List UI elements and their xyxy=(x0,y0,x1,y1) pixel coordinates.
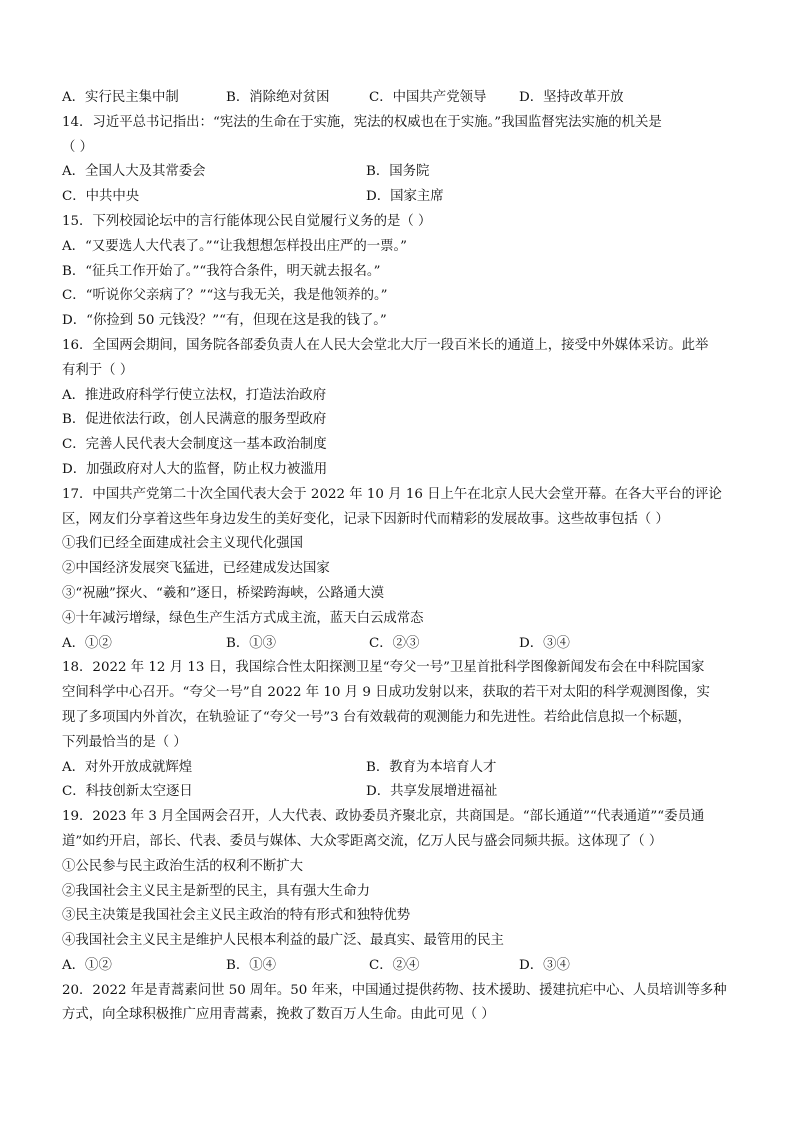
q19-options xyxy=(62,954,724,979)
q19-option-b: B．①④ xyxy=(226,957,277,973)
q19-statement-4: ④我国社会主义民主是维护人民根本利益的最广泛、最真实、最管用的民主 xyxy=(62,933,504,949)
q18-options-row1 xyxy=(62,756,724,781)
q19-statement-1: ①公民参与民主政治生活的权利不断扩大 xyxy=(62,858,304,874)
q14-options-row1 xyxy=(62,160,724,185)
q18-stem-line3: 现了多项国内外首次，在轨验证了“夸父一号”3 台有效载荷的观测能力和先进性。若给此信息拟一个标题， xyxy=(62,709,692,725)
q17-options xyxy=(62,632,724,657)
q15-option-c: C．“听说你父亲病了？”“这与我无关，我是他领养的。” xyxy=(62,288,388,304)
q16-option-d: D．加强政府对人大的监督，防止权力被滥用 xyxy=(62,461,328,477)
q19-stem-line2: 道”如约开启，部长、代表、委员与媒体、大众零距离交流，亿万人民与盛会同频共振。这体现了（ ） xyxy=(62,833,663,849)
q16-option-c: C．完善人民代表大会制度这一基本政治制度 xyxy=(62,437,327,453)
q14-option-d: D．国家主席 xyxy=(366,189,444,205)
q18-stem-line4: 下列最恰当的是（ ） xyxy=(62,734,187,750)
q16-option-b: B．促进依法行政，创人民满意的服务型政府 xyxy=(62,412,327,428)
q17-statement-2: ②中国经济发展突飞猛进，已经建成发达国家 xyxy=(62,561,330,577)
q15-option-d: D．“你捡到 50 元钱没？”“有，但现在这是我的钱了。” xyxy=(62,313,387,329)
q14-stem-line2: （ ） xyxy=(62,139,94,155)
q17-statement-3: ③“祝融”探火、“羲和”逐日，桥梁跨海峡，公路通大漠 xyxy=(62,585,384,601)
q17-option-a: A．①② xyxy=(62,635,112,651)
q17-option-b: B．①③ xyxy=(226,635,277,651)
exam-page xyxy=(62,86,727,1028)
q14-option-c: C．中共中央 xyxy=(62,189,140,205)
q13-option-d: D．坚持改革开放 xyxy=(519,90,624,105)
q20-stem-line2: 方式，向全球积极推广应用青蒿素，挽救了数百万人生命。由此可见（ ） xyxy=(62,1007,495,1023)
q18-options-row2 xyxy=(62,780,724,805)
q17-statement-4: ④十年减污增绿，绿色生产生活方式成主流，蓝天白云成常态 xyxy=(62,610,424,626)
q18-option-b: B．教育为本培育人才 xyxy=(366,759,497,775)
q13-options xyxy=(62,86,724,111)
q16-option-a: A．推进政府科学行使立法权，打造法治政府 xyxy=(62,387,327,403)
q18-stem-line2: 空间科学中心召开。“夸父一号”自 2022 年 10 月 9 日成功发射以来，获取的若干对太阳的科学观测图像，实 xyxy=(62,685,710,701)
q19-option-c: C．②④ xyxy=(369,957,420,973)
q13-option-b: B．消除绝对贫困 xyxy=(226,90,330,105)
q17-stem-line1: 17．中国共产党第二十次全国代表大会于 2022 年 10 月 16 日上午在北京人民大会堂开幕。在各大平台的评论 xyxy=(62,486,722,502)
q19-option-d: D．③④ xyxy=(519,957,570,973)
q18-option-c: C．科技创新太空逐日 xyxy=(62,784,193,800)
q17-option-d: D．③④ xyxy=(519,635,570,651)
q19-stem-line1: 19．2023 年 3 月全国两会召开，人大代表、政协委员齐聚北京，共商国是。“部长通道”“代表通道”“委员通 xyxy=(62,809,705,825)
q18-option-a: A．对外开放成就辉煌 xyxy=(62,759,193,775)
q15-option-a: A．“又要选人大代表了。”“让我想想怎样投出庄严的一票。” xyxy=(62,238,408,254)
q16-stem-line2: 有利于（ ） xyxy=(62,362,134,378)
q18-option-d: D．共享发展增进福祉 xyxy=(366,784,498,800)
q13-option-c: C．中国共产党领导 xyxy=(369,90,487,105)
q15-option-b: B．“征兵工作开始了。”“我符合条件，明天就去报名。” xyxy=(62,263,381,279)
q17-statement-1: ①我们已经全面建成社会主义现代化强国 xyxy=(62,536,304,552)
q19-statement-3: ③民主决策是我国社会主义民主政治的特有形式和独特优势 xyxy=(62,908,411,924)
q13-option-a: A．实行民主集中制 xyxy=(62,90,179,105)
q20-stem-line1: 20．2022 年是青蒿素问世 50 周年。50 年来，中国通过提供药物、技术援助、援建抗疟中心、人员培训等多种 xyxy=(62,982,727,998)
q18-stem-line1: 18．2022 年 12 月 13 日，我国综合性太阳探测卫星“夸父一号”卫星首批科学图像新闻发布会在中科院国家 xyxy=(62,660,705,676)
q19-option-a: A．①② xyxy=(62,957,112,973)
q14-stem-line1: 14．习近平总书记指出：“宪法的生命在于实施，宪法的权威也在于实施。”我国监督宪法实施的机关是 xyxy=(62,114,662,130)
q14-options-row2 xyxy=(62,185,724,210)
q17-stem-line2: 区，网友们分享着这些年身边发生的美好变化，记录下因新时代而精彩的发展故事。这些故事包括（ ） xyxy=(62,511,669,527)
q16-stem-line1: 16．全国两会期间，国务院各部委负责人在人民大会堂北大厅一段百米长的通道上，接受中外媒体采访。此举 xyxy=(62,337,709,353)
q14-option-a: A．全国人大及其常委会 xyxy=(62,164,206,180)
q15-stem: 15．下列校园论坛中的言行能体现公民自觉履行义务的是（ ） xyxy=(62,213,432,229)
q19-statement-2: ②我国社会主义民主是新型的民主，具有强大生命力 xyxy=(62,883,370,899)
q14-option-b: B．国务院 xyxy=(366,164,430,180)
q17-option-c: C．②③ xyxy=(369,635,420,651)
